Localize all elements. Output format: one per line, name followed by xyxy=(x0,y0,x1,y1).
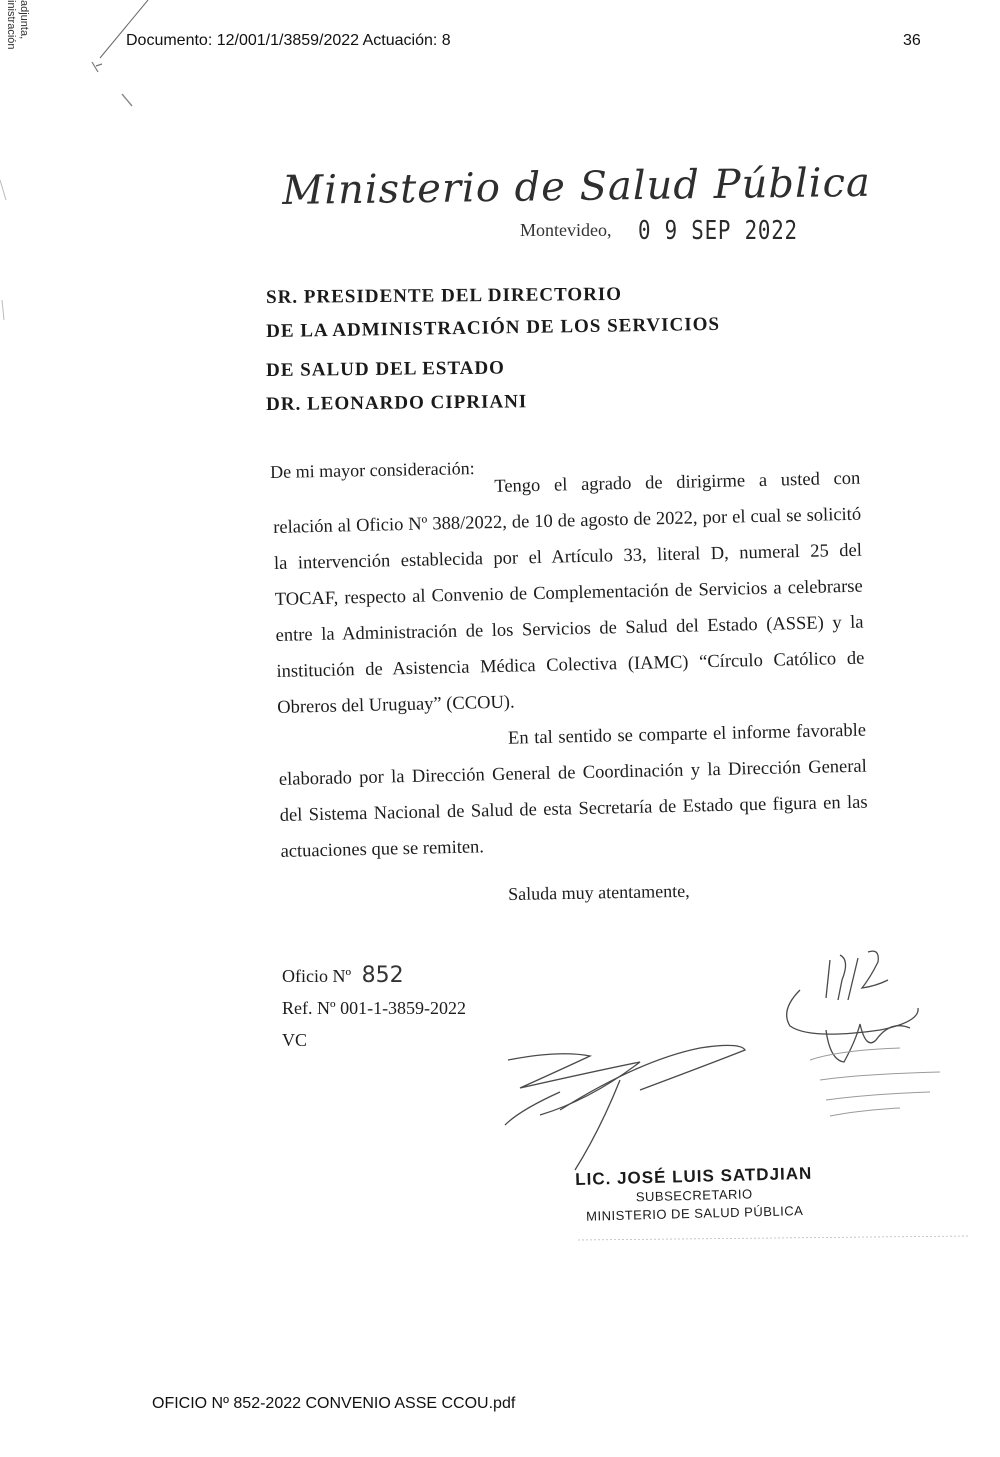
document-reference: Documento: 12/001/1/3859/2022 Actuación: 8 xyxy=(126,32,451,49)
stamp-outline xyxy=(810,1048,940,1116)
footer-filename: OFICIO Nº 852-2022 CONVENIO ASSE CCOU.pdf xyxy=(152,1395,516,1412)
addressee-line3: DE SALUD DEL ESTADO xyxy=(266,357,506,381)
salutation: De mi mayor consideración: xyxy=(270,458,475,482)
closing: Saluda muy atentamente, xyxy=(508,880,690,904)
side-note-line2: inistración xyxy=(5,0,17,50)
paragraph-1: Tengo el agrado de dirigirme a usted con relación al Oficio Nº 388/2022, de 10 de agosto de 2022, por el cual se solicitó la intervención establecida por el Artículo 33, literal D, numeral 25 del TOCAF, respecto al Convenio de Complementación de Servicios a celebrarse entre la Administración de los Servicios de Salud del Estado (ASSE) y la institución de Asistencia Médica Colectiva (IAMC) “Círculo Católico de Obreros del Uruguay” (CCOU). xyxy=(272,468,865,718)
signature-block xyxy=(575,1164,813,1226)
ministry-letterhead: Ministerio de Salud Pública xyxy=(282,159,872,214)
addressee-line4: DR. LEONARDO CIPRIANI xyxy=(266,391,528,415)
paragraph-2: En tal sentido se comparte el informe favorable elaborado por la Dirección General de Coordinación y la Dirección General del Sistema Nacional de Salud de esta Secretaría de Estado que figura en las actuaciones que se remiten. xyxy=(278,720,868,862)
reference-number: Ref. Nº 001-1-3859-2022 xyxy=(282,998,467,1018)
secondary-signature xyxy=(787,951,918,1062)
oficio-number: 852 xyxy=(361,963,404,988)
signatory-name: LIC. JOSÉ LUIS SATDJIAN xyxy=(575,1163,813,1189)
signatory-title: SUBSECRETARIO xyxy=(635,1186,753,1205)
initials: VC xyxy=(282,1030,308,1050)
oficio-label: Oficio Nº xyxy=(282,966,352,986)
letter-place: Montevideo, xyxy=(520,220,612,240)
main-signature xyxy=(505,1045,745,1170)
date-stamp: 0 9 SEP 2022 xyxy=(638,216,798,246)
addressee-line2: DE LA ADMINISTRACIÓN DE LOS SERVICIOS xyxy=(266,313,721,342)
page-number: 36 xyxy=(903,32,921,49)
addressee-line1: SR. PRESIDENTE DEL DIRECTORIO xyxy=(266,283,623,308)
signatory-institution: MINISTERIO DE SALUD PÚBLICA xyxy=(585,1203,804,1224)
side-note-line1: adjunta, xyxy=(18,0,30,40)
